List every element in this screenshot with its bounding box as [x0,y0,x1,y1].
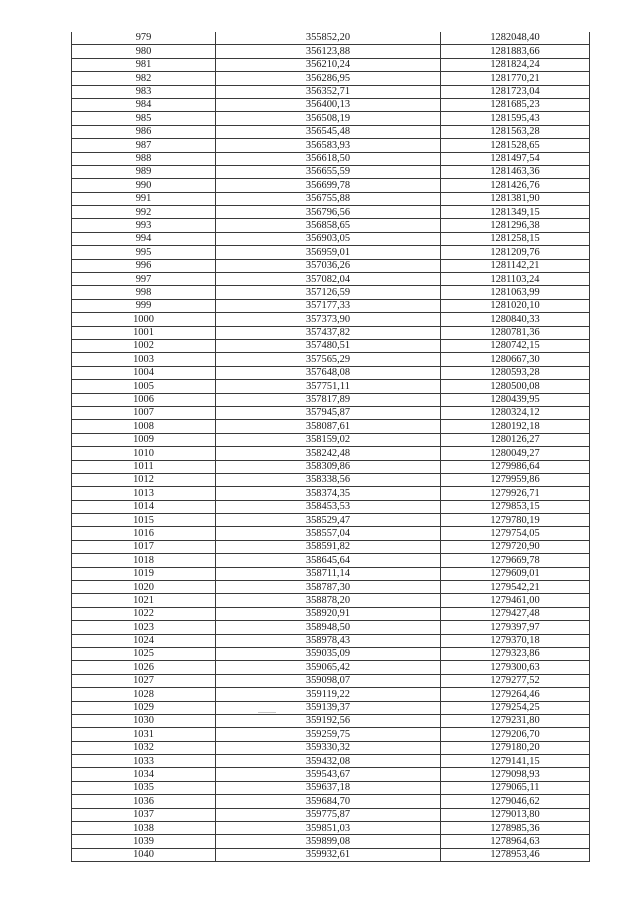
x-coordinate-cell: 356400,13 [216,98,441,111]
x-coordinate-cell: 357437,82 [216,326,441,339]
table-row [72,688,590,701]
y-coordinate-cell: 1281824,24 [441,58,590,71]
x-coordinate-cell: 359330,32 [216,741,441,754]
point-number-cell: 1038 [72,822,216,835]
point-number-cell: 999 [72,299,216,312]
table-row [72,286,590,299]
x-coordinate-cell: 359684,70 [216,795,441,808]
x-coordinate-cell: 359065,42 [216,661,441,674]
y-coordinate-cell: 1281723,04 [441,85,590,98]
point-number-cell: 1002 [72,339,216,352]
point-number-cell: 1018 [72,554,216,567]
table-row [72,728,590,741]
y-coordinate-cell: 1279264,46 [441,688,590,701]
y-coordinate-cell: 1281258,15 [441,232,590,245]
y-coordinate-cell: 1279098,93 [441,768,590,781]
table-row [72,621,590,634]
x-coordinate-cell: 359899,08 [216,835,441,848]
x-coordinate-cell: 357945,87 [216,406,441,419]
y-coordinate-cell: 1279300,63 [441,661,590,674]
table-row [72,634,590,647]
table-row [72,661,590,674]
point-number-cell: 1024 [72,634,216,647]
point-number-cell: 1008 [72,420,216,433]
y-coordinate-cell: 1279254,25 [441,701,590,714]
table-row [72,85,590,98]
point-number-cell: 1035 [72,781,216,794]
y-coordinate-cell: 1279323,86 [441,647,590,660]
x-coordinate-cell: 356655,59 [216,165,441,178]
table-row [72,179,590,192]
table-row [72,473,590,486]
y-coordinate-cell: 1281349,15 [441,206,590,219]
y-coordinate-cell: 1279542,21 [441,581,590,594]
point-number-cell: 980 [72,45,216,58]
point-number-cell: 1003 [72,353,216,366]
x-coordinate-cell: 358087,61 [216,420,441,433]
table-row [72,98,590,111]
y-coordinate-cell: 1278985,36 [441,822,590,835]
point-number-cell: 1022 [72,607,216,620]
y-coordinate-cell: 1281426,76 [441,179,590,192]
y-coordinate-cell: 1281770,21 [441,72,590,85]
table-row [72,701,590,714]
point-number-cell: 1020 [72,581,216,594]
point-number-cell: 984 [72,98,216,111]
point-number-cell: 1017 [72,540,216,553]
table-row [72,206,590,219]
x-coordinate-cell: 359035,09 [216,647,441,660]
x-coordinate-cell: 356545,48 [216,125,441,138]
table-row [72,554,590,567]
point-number-cell: 1033 [72,755,216,768]
x-coordinate-cell: 358338,56 [216,473,441,486]
x-coordinate-cell: 358529,47 [216,514,441,527]
x-coordinate-cell: 356858,65 [216,219,441,232]
table-row [72,58,590,71]
x-coordinate-cell: 356583,93 [216,139,441,152]
point-number-cell: 1031 [72,728,216,741]
x-coordinate-cell: 357751,11 [216,380,441,393]
table-row [72,339,590,352]
table-row [72,393,590,406]
point-number-cell: 1034 [72,768,216,781]
x-coordinate-cell: 358374,35 [216,487,441,500]
point-number-cell: 1000 [72,313,216,326]
y-coordinate-cell: 1280324,12 [441,406,590,419]
point-number-cell: 1010 [72,447,216,460]
table-row [72,380,590,393]
table-row [72,581,590,594]
x-coordinate-cell: 358645,64 [216,554,441,567]
table-row [72,768,590,781]
x-coordinate-cell: 359119,22 [216,688,441,701]
y-coordinate-cell: 1281296,38 [441,219,590,232]
table-row [72,795,590,808]
y-coordinate-cell: 1279461,00 [441,594,590,607]
y-coordinate-cell: 1279669,78 [441,554,590,567]
table-row [72,273,590,286]
x-coordinate-cell: 356755,88 [216,192,441,205]
x-coordinate-cell: 359932,61 [216,848,441,861]
table-row [72,567,590,580]
y-coordinate-cell: 1280126,27 [441,433,590,446]
y-coordinate-cell: 1280781,36 [441,326,590,339]
x-coordinate-cell: 356959,01 [216,246,441,259]
table-row [72,755,590,768]
x-coordinate-cell: 357648,08 [216,366,441,379]
x-coordinate-cell: 359637,18 [216,781,441,794]
x-coordinate-cell: 356796,56 [216,206,441,219]
x-coordinate-cell: 357082,04 [216,273,441,286]
x-coordinate-cell: 358242,48 [216,447,441,460]
x-coordinate-cell: 358878,20 [216,594,441,607]
y-coordinate-cell: 1280742,15 [441,339,590,352]
y-coordinate-cell: 1280500,08 [441,380,590,393]
y-coordinate-cell: 1279397,97 [441,621,590,634]
table-row [72,232,590,245]
x-coordinate-cell: 359775,87 [216,808,441,821]
point-number-cell: 1036 [72,795,216,808]
table-row [72,835,590,848]
x-coordinate-cell: 356123,88 [216,45,441,58]
y-coordinate-cell: 1280192,18 [441,420,590,433]
x-coordinate-cell: 358453,53 [216,500,441,513]
x-coordinate-cell: 356508,19 [216,112,441,125]
table-row [72,152,590,165]
point-number-cell: 1025 [72,647,216,660]
table-row [72,487,590,500]
point-number-cell: 1023 [72,621,216,634]
x-coordinate-cell: 357373,90 [216,313,441,326]
point-number-cell: 1015 [72,514,216,527]
y-coordinate-cell: 1279754,05 [441,527,590,540]
y-coordinate-cell: 1279986,64 [441,460,590,473]
table-row [72,219,590,232]
table-row [72,848,590,861]
point-number-cell: 990 [72,179,216,192]
x-coordinate-cell: 358948,50 [216,621,441,634]
x-coordinate-cell: 356352,71 [216,85,441,98]
table-row [72,326,590,339]
table-row [72,447,590,460]
point-number-cell: 989 [72,165,216,178]
table-row [72,420,590,433]
point-number-cell: 1026 [72,661,216,674]
y-coordinate-cell: 1279609,01 [441,567,590,580]
y-coordinate-cell: 1279427,48 [441,607,590,620]
point-number-cell: 998 [72,286,216,299]
y-coordinate-cell: 1281020,10 [441,299,590,312]
y-coordinate-cell: 1279780,19 [441,514,590,527]
table-row [72,808,590,821]
x-coordinate-cell: 358557,04 [216,527,441,540]
y-coordinate-cell: 1281463,36 [441,165,590,178]
point-number-cell: 982 [72,72,216,85]
y-coordinate-cell: 1280439,95 [441,393,590,406]
table-row [72,165,590,178]
x-coordinate-cell: 358711,14 [216,567,441,580]
x-coordinate-cell: 357177,33 [216,299,441,312]
point-number-cell: 1030 [72,714,216,727]
x-coordinate-cell: 358787,30 [216,581,441,594]
point-number-cell: 1005 [72,380,216,393]
point-number-cell: 1019 [72,567,216,580]
point-number-cell: 1004 [72,366,216,379]
y-coordinate-cell: 1279046,62 [441,795,590,808]
y-coordinate-cell: 1280049,27 [441,447,590,460]
x-coordinate-cell: 357036,26 [216,259,441,272]
point-number-cell: 1009 [72,433,216,446]
table-row [72,353,590,366]
table-row [72,527,590,540]
y-coordinate-cell: 1279959,86 [441,473,590,486]
table-row [72,313,590,326]
scan-mark [258,712,276,713]
point-number-cell: 1029 [72,701,216,714]
point-number-cell: 986 [72,125,216,138]
point-number-cell: 997 [72,273,216,286]
point-number-cell: 1037 [72,808,216,821]
point-number-cell: 993 [72,219,216,232]
y-coordinate-cell: 1279926,71 [441,487,590,500]
x-coordinate-cell: 357480,51 [216,339,441,352]
table-row [72,433,590,446]
point-number-cell: 1039 [72,835,216,848]
table-row [72,822,590,835]
y-coordinate-cell: 1279013,80 [441,808,590,821]
table-row [72,594,590,607]
table-row [72,192,590,205]
table-row [72,246,590,259]
x-coordinate-cell: 356699,78 [216,179,441,192]
y-coordinate-cell: 1281595,43 [441,112,590,125]
x-coordinate-cell: 358159,02 [216,433,441,446]
table-row [72,72,590,85]
table-row [72,607,590,620]
y-coordinate-cell: 1279065,11 [441,781,590,794]
point-number-cell: 983 [72,85,216,98]
x-coordinate-cell: 359432,08 [216,755,441,768]
table-row [72,259,590,272]
table-row [72,500,590,513]
point-number-cell: 1001 [72,326,216,339]
y-coordinate-cell: 1280840,33 [441,313,590,326]
x-coordinate-cell: 357565,29 [216,353,441,366]
table-row [72,540,590,553]
x-coordinate-cell: 358978,43 [216,634,441,647]
point-number-cell: 1011 [72,460,216,473]
table-row [72,647,590,660]
point-number-cell: 1016 [72,527,216,540]
point-number-cell: 1012 [72,473,216,486]
y-coordinate-cell: 1279853,15 [441,500,590,513]
x-coordinate-cell: 359139,37 [216,701,441,714]
x-coordinate-cell: 358920,91 [216,607,441,620]
point-number-cell: 1021 [72,594,216,607]
y-coordinate-cell: 1278964,63 [441,835,590,848]
x-coordinate-cell: 356903,05 [216,232,441,245]
point-number-cell: 992 [72,206,216,219]
table-row [72,139,590,152]
y-coordinate-cell: 1281883,66 [441,45,590,58]
x-coordinate-cell: 359543,67 [216,768,441,781]
point-number-cell: 1007 [72,406,216,419]
point-number-cell: 1032 [72,741,216,754]
point-number-cell: 1013 [72,487,216,500]
point-number-cell: 981 [72,58,216,71]
y-coordinate-cell: 1281209,76 [441,246,590,259]
y-coordinate-cell: 1280667,30 [441,353,590,366]
x-coordinate-cell: 357817,89 [216,393,441,406]
x-coordinate-cell: 358591,82 [216,540,441,553]
y-coordinate-cell: 1281103,24 [441,273,590,286]
point-number-cell: 995 [72,246,216,259]
y-coordinate-cell: 1281685,23 [441,98,590,111]
x-coordinate-cell: 358309,86 [216,460,441,473]
table-row [72,299,590,312]
table-row [72,366,590,379]
y-coordinate-cell: 1281142,21 [441,259,590,272]
point-number-cell: 991 [72,192,216,205]
x-coordinate-cell: 355852,20 [216,32,441,45]
point-number-cell: 1028 [72,688,216,701]
table-row [72,514,590,527]
table-row [72,45,590,58]
x-coordinate-cell: 356618,50 [216,152,441,165]
point-number-cell: 1006 [72,393,216,406]
y-coordinate-cell: 1281381,90 [441,192,590,205]
point-number-cell: 1014 [72,500,216,513]
y-coordinate-cell: 1279180,20 [441,741,590,754]
coordinates-table [71,32,590,862]
y-coordinate-cell: 1279231,80 [441,714,590,727]
table-row [72,674,590,687]
y-coordinate-cell: 1282048,40 [441,32,590,45]
y-coordinate-cell: 1280593,28 [441,366,590,379]
x-coordinate-cell: 356210,24 [216,58,441,71]
table-row [72,112,590,125]
x-coordinate-cell: 359851,03 [216,822,441,835]
point-number-cell: 1040 [72,848,216,861]
y-coordinate-cell: 1279277,52 [441,674,590,687]
x-coordinate-cell: 359098,07 [216,674,441,687]
y-coordinate-cell: 1281063,99 [441,286,590,299]
y-coordinate-cell: 1278953,46 [441,848,590,861]
y-coordinate-cell: 1279370,18 [441,634,590,647]
table-row [72,741,590,754]
table-row [72,125,590,138]
x-coordinate-cell: 356286,95 [216,72,441,85]
table-row [72,460,590,473]
point-number-cell: 979 [72,32,216,45]
x-coordinate-cell: 359259,75 [216,728,441,741]
point-number-cell: 987 [72,139,216,152]
x-coordinate-cell: 357126,59 [216,286,441,299]
table-row [72,781,590,794]
point-number-cell: 985 [72,112,216,125]
x-coordinate-cell: 359192,56 [216,714,441,727]
point-number-cell: 1027 [72,674,216,687]
coordinates-table-body [72,32,590,862]
point-number-cell: 996 [72,259,216,272]
table-row [72,406,590,419]
y-coordinate-cell: 1279141,15 [441,755,590,768]
y-coordinate-cell: 1281563,28 [441,125,590,138]
y-coordinate-cell: 1279206,70 [441,728,590,741]
y-coordinate-cell: 1279720,90 [441,540,590,553]
y-coordinate-cell: 1281497,54 [441,152,590,165]
y-coordinate-cell: 1281528,65 [441,139,590,152]
point-number-cell: 988 [72,152,216,165]
point-number-cell: 994 [72,232,216,245]
table-row [72,714,590,727]
table-row [72,32,590,45]
